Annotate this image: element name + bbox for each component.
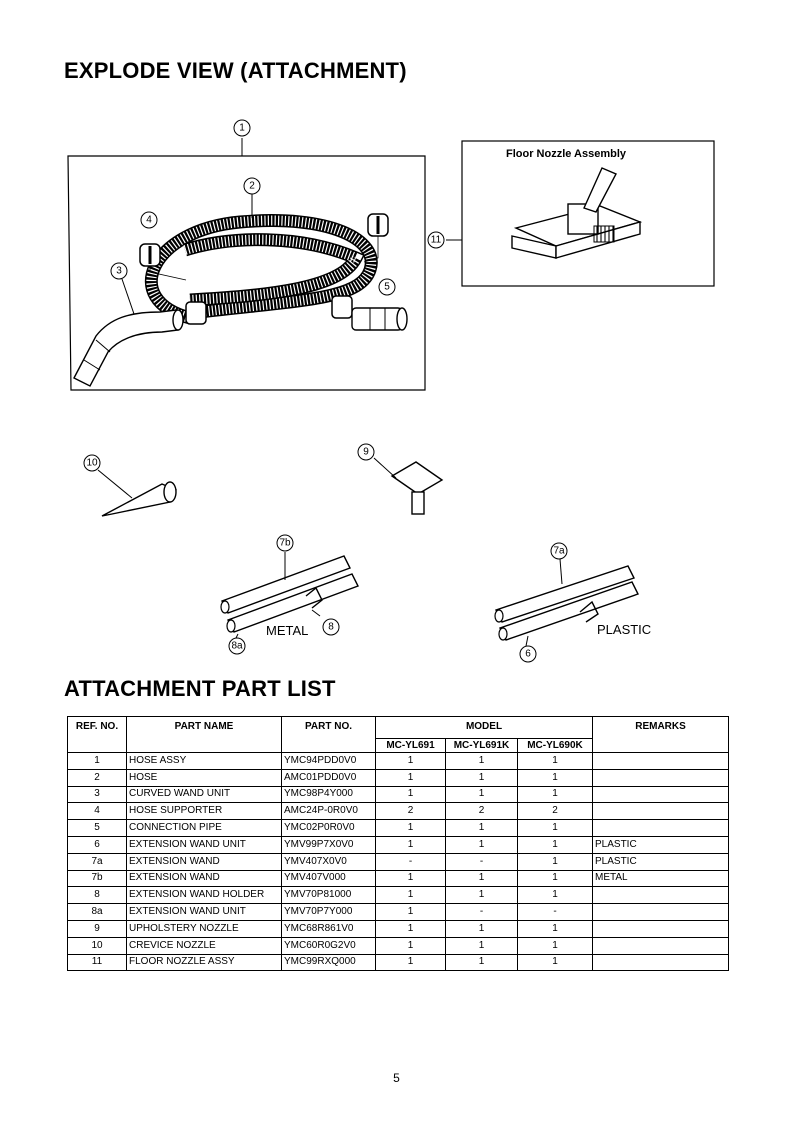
cell-ref-no: 1 <box>68 753 127 770</box>
svg-text:10: 10 <box>86 457 98 469</box>
cell-model-1: 1 <box>376 786 446 803</box>
cell-model-3: 1 <box>518 853 593 870</box>
callout-5 <box>379 279 395 295</box>
cell-model-3: 2 <box>518 803 593 820</box>
cell-ref-no: 8 <box>68 887 127 904</box>
cell-ref-no: 8a <box>68 904 127 921</box>
cell-model-3: 1 <box>518 954 593 971</box>
cell-model-1: 1 <box>376 904 446 921</box>
callout-8 <box>323 619 339 635</box>
svg-text:3: 3 <box>116 265 122 277</box>
cell-remarks <box>593 920 729 937</box>
cell-model-1: 1 <box>376 887 446 904</box>
svg-text:8a: 8a <box>231 640 243 652</box>
cell-model-3: 1 <box>518 920 593 937</box>
callout-9 <box>358 444 374 460</box>
header-model-1: MC-YL691 <box>376 739 446 753</box>
callout-11 <box>428 232 444 248</box>
cell-model-2: 1 <box>446 753 518 770</box>
cell-model-2: 1 <box>446 887 518 904</box>
callout-1 <box>234 120 250 136</box>
cell-part-no: YMC98P4Y000 <box>282 786 376 803</box>
parts-table-body <box>68 753 729 971</box>
page-number: 5 <box>393 1071 400 1085</box>
part-list-title: ATTACHMENT PART LIST <box>64 676 336 701</box>
cell-part-name: CURVED WAND UNIT <box>127 786 282 803</box>
header-ref-no: REF. NO. <box>68 717 127 753</box>
connection-pipe-drawing <box>352 308 407 330</box>
parts-table <box>67 716 729 971</box>
callout-7a <box>551 543 567 559</box>
cell-part-name: HOSE SUPPORTER <box>127 803 282 820</box>
table-row <box>68 753 729 770</box>
callout-8a <box>229 638 245 654</box>
cell-model-3: 1 <box>518 887 593 904</box>
cell-part-name: EXTENSION WAND <box>127 870 282 887</box>
cell-part-name: EXTENSION WAND UNIT <box>127 836 282 853</box>
cell-model-2: 1 <box>446 937 518 954</box>
cell-part-no: YMV70P81000 <box>282 887 376 904</box>
cell-ref-no: 7a <box>68 853 127 870</box>
table-row <box>68 937 729 954</box>
svg-text:9: 9 <box>363 446 369 458</box>
cell-ref-no: 9 <box>68 920 127 937</box>
cell-remarks <box>593 786 729 803</box>
cell-remarks: PLASTIC <box>593 853 729 870</box>
cell-part-name: FLOOR NOZZLE ASSY <box>127 954 282 971</box>
cell-remarks <box>593 954 729 971</box>
table-row <box>68 853 729 870</box>
cell-model-2: - <box>446 904 518 921</box>
cell-ref-no: 10 <box>68 937 127 954</box>
plastic-label: PLASTIC <box>597 622 652 637</box>
cell-part-no: YMC94PDD0V0 <box>282 753 376 770</box>
crevice-nozzle-drawing <box>98 470 176 516</box>
cell-model-1: 1 <box>376 954 446 971</box>
hose-drawing <box>151 221 371 324</box>
svg-text:6: 6 <box>525 648 531 660</box>
cell-model-2: - <box>446 853 518 870</box>
cell-remarks <box>593 753 729 770</box>
upholstery-nozzle-drawing <box>374 458 442 514</box>
header-part-no: PART NO. <box>282 717 376 753</box>
table-row <box>68 769 729 786</box>
floor-nozzle-drawing <box>512 168 640 258</box>
cell-model-2: 1 <box>446 786 518 803</box>
cell-remarks: PLASTIC <box>593 836 729 853</box>
cell-part-no: AMC01PDD0V0 <box>282 769 376 786</box>
cell-model-1: 2 <box>376 803 446 820</box>
cell-model-3: 1 <box>518 820 593 837</box>
cell-remarks <box>593 937 729 954</box>
cell-model-3: 1 <box>518 836 593 853</box>
cell-model-2: 1 <box>446 836 518 853</box>
cell-remarks: METAL <box>593 870 729 887</box>
floor-nozzle-caption: Floor Nozzle Assembly <box>506 148 627 160</box>
cell-part-no: YMV99P7X0V0 <box>282 836 376 853</box>
cell-remarks <box>593 904 729 921</box>
svg-text:5: 5 <box>384 281 390 293</box>
cell-part-name: HOSE ASSY <box>127 753 282 770</box>
svg-text:8: 8 <box>328 621 334 633</box>
cell-model-1: - <box>376 853 446 870</box>
table-row <box>68 836 729 853</box>
cell-part-name: EXTENSION WAND HOLDER <box>127 887 282 904</box>
cell-model-3: 1 <box>518 870 593 887</box>
table-row <box>68 920 729 937</box>
cell-part-no: YMV70P7Y000 <box>282 904 376 921</box>
cell-model-1: 1 <box>376 870 446 887</box>
cell-model-2: 1 <box>446 954 518 971</box>
cell-ref-no: 6 <box>68 836 127 853</box>
cell-model-3: 1 <box>518 937 593 954</box>
cell-model-1: 1 <box>376 937 446 954</box>
cell-part-no: YMC99RXQ000 <box>282 954 376 971</box>
cell-ref-no: 4 <box>68 803 127 820</box>
cell-model-2: 2 <box>446 803 518 820</box>
cell-ref-no: 3 <box>68 786 127 803</box>
cell-ref-no: 7b <box>68 870 127 887</box>
cell-remarks <box>593 820 729 837</box>
header-remarks: REMARKS <box>593 717 729 753</box>
page-title: EXPLODE VIEW (ATTACHMENT) <box>64 58 407 83</box>
callout-10 <box>84 455 100 471</box>
callout-7b <box>277 535 293 551</box>
callout-3 <box>111 263 134 314</box>
cell-model-3: 1 <box>518 786 593 803</box>
cell-part-name: EXTENSION WAND UNIT <box>127 904 282 921</box>
cell-model-1: 1 <box>376 769 446 786</box>
cell-remarks <box>593 887 729 904</box>
cell-model-3: - <box>518 904 593 921</box>
svg-text:11: 11 <box>430 234 442 246</box>
table-row <box>68 887 729 904</box>
cell-part-no: YMC60R0G2V0 <box>282 937 376 954</box>
table-row <box>68 870 729 887</box>
cell-model-1: 1 <box>376 753 446 770</box>
header-part-name: PART NAME <box>127 717 282 753</box>
cell-part-no: AMC24P-0R0V0 <box>282 803 376 820</box>
svg-text:4: 4 <box>146 214 152 226</box>
callout-4 <box>141 212 157 228</box>
cell-part-no: YMV407X0V0 <box>282 853 376 870</box>
svg-text:1: 1 <box>239 122 245 134</box>
cell-ref-no: 2 <box>68 769 127 786</box>
cell-model-1: 1 <box>376 836 446 853</box>
cell-part-name: CONNECTION PIPE <box>127 820 282 837</box>
cell-model-3: 1 <box>518 753 593 770</box>
svg-text:2: 2 <box>249 180 255 192</box>
header-model: MODEL <box>376 717 593 739</box>
cell-model-2: 1 <box>446 769 518 786</box>
table-row <box>68 803 729 820</box>
cell-part-name: UPHOLSTERY NOZZLE <box>127 920 282 937</box>
cell-model-2: 1 <box>446 870 518 887</box>
cell-part-no: YMC68R861V0 <box>282 920 376 937</box>
header-model-3: MC-YL690K <box>518 739 593 753</box>
svg-text:7b: 7b <box>279 537 291 549</box>
callout-6 <box>520 646 536 662</box>
cell-part-name: EXTENSION WAND <box>127 853 282 870</box>
cell-model-2: 1 <box>446 920 518 937</box>
cell-ref-no: 5 <box>68 820 127 837</box>
table-row <box>68 820 729 837</box>
cell-remarks <box>593 769 729 786</box>
cell-model-1: 1 <box>376 920 446 937</box>
curved-wand-drawing <box>74 310 183 386</box>
header-model-2: MC-YL691K <box>446 739 518 753</box>
cell-part-no: YMV407V000 <box>282 870 376 887</box>
cell-part-no: YMC02P0R0V0 <box>282 820 376 837</box>
cell-remarks <box>593 803 729 820</box>
svg-text:7a: 7a <box>553 545 565 557</box>
metal-label: METAL <box>266 623 309 638</box>
cell-ref-no: 11 <box>68 954 127 971</box>
callout-2 <box>244 178 260 218</box>
cell-model-3: 1 <box>518 769 593 786</box>
cell-part-name: HOSE <box>127 769 282 786</box>
table-row <box>68 954 729 971</box>
table-row <box>68 786 729 803</box>
cell-part-name: CREVICE NOZZLE <box>127 937 282 954</box>
table-row <box>68 904 729 921</box>
cell-model-2: 1 <box>446 820 518 837</box>
cell-model-1: 1 <box>376 820 446 837</box>
